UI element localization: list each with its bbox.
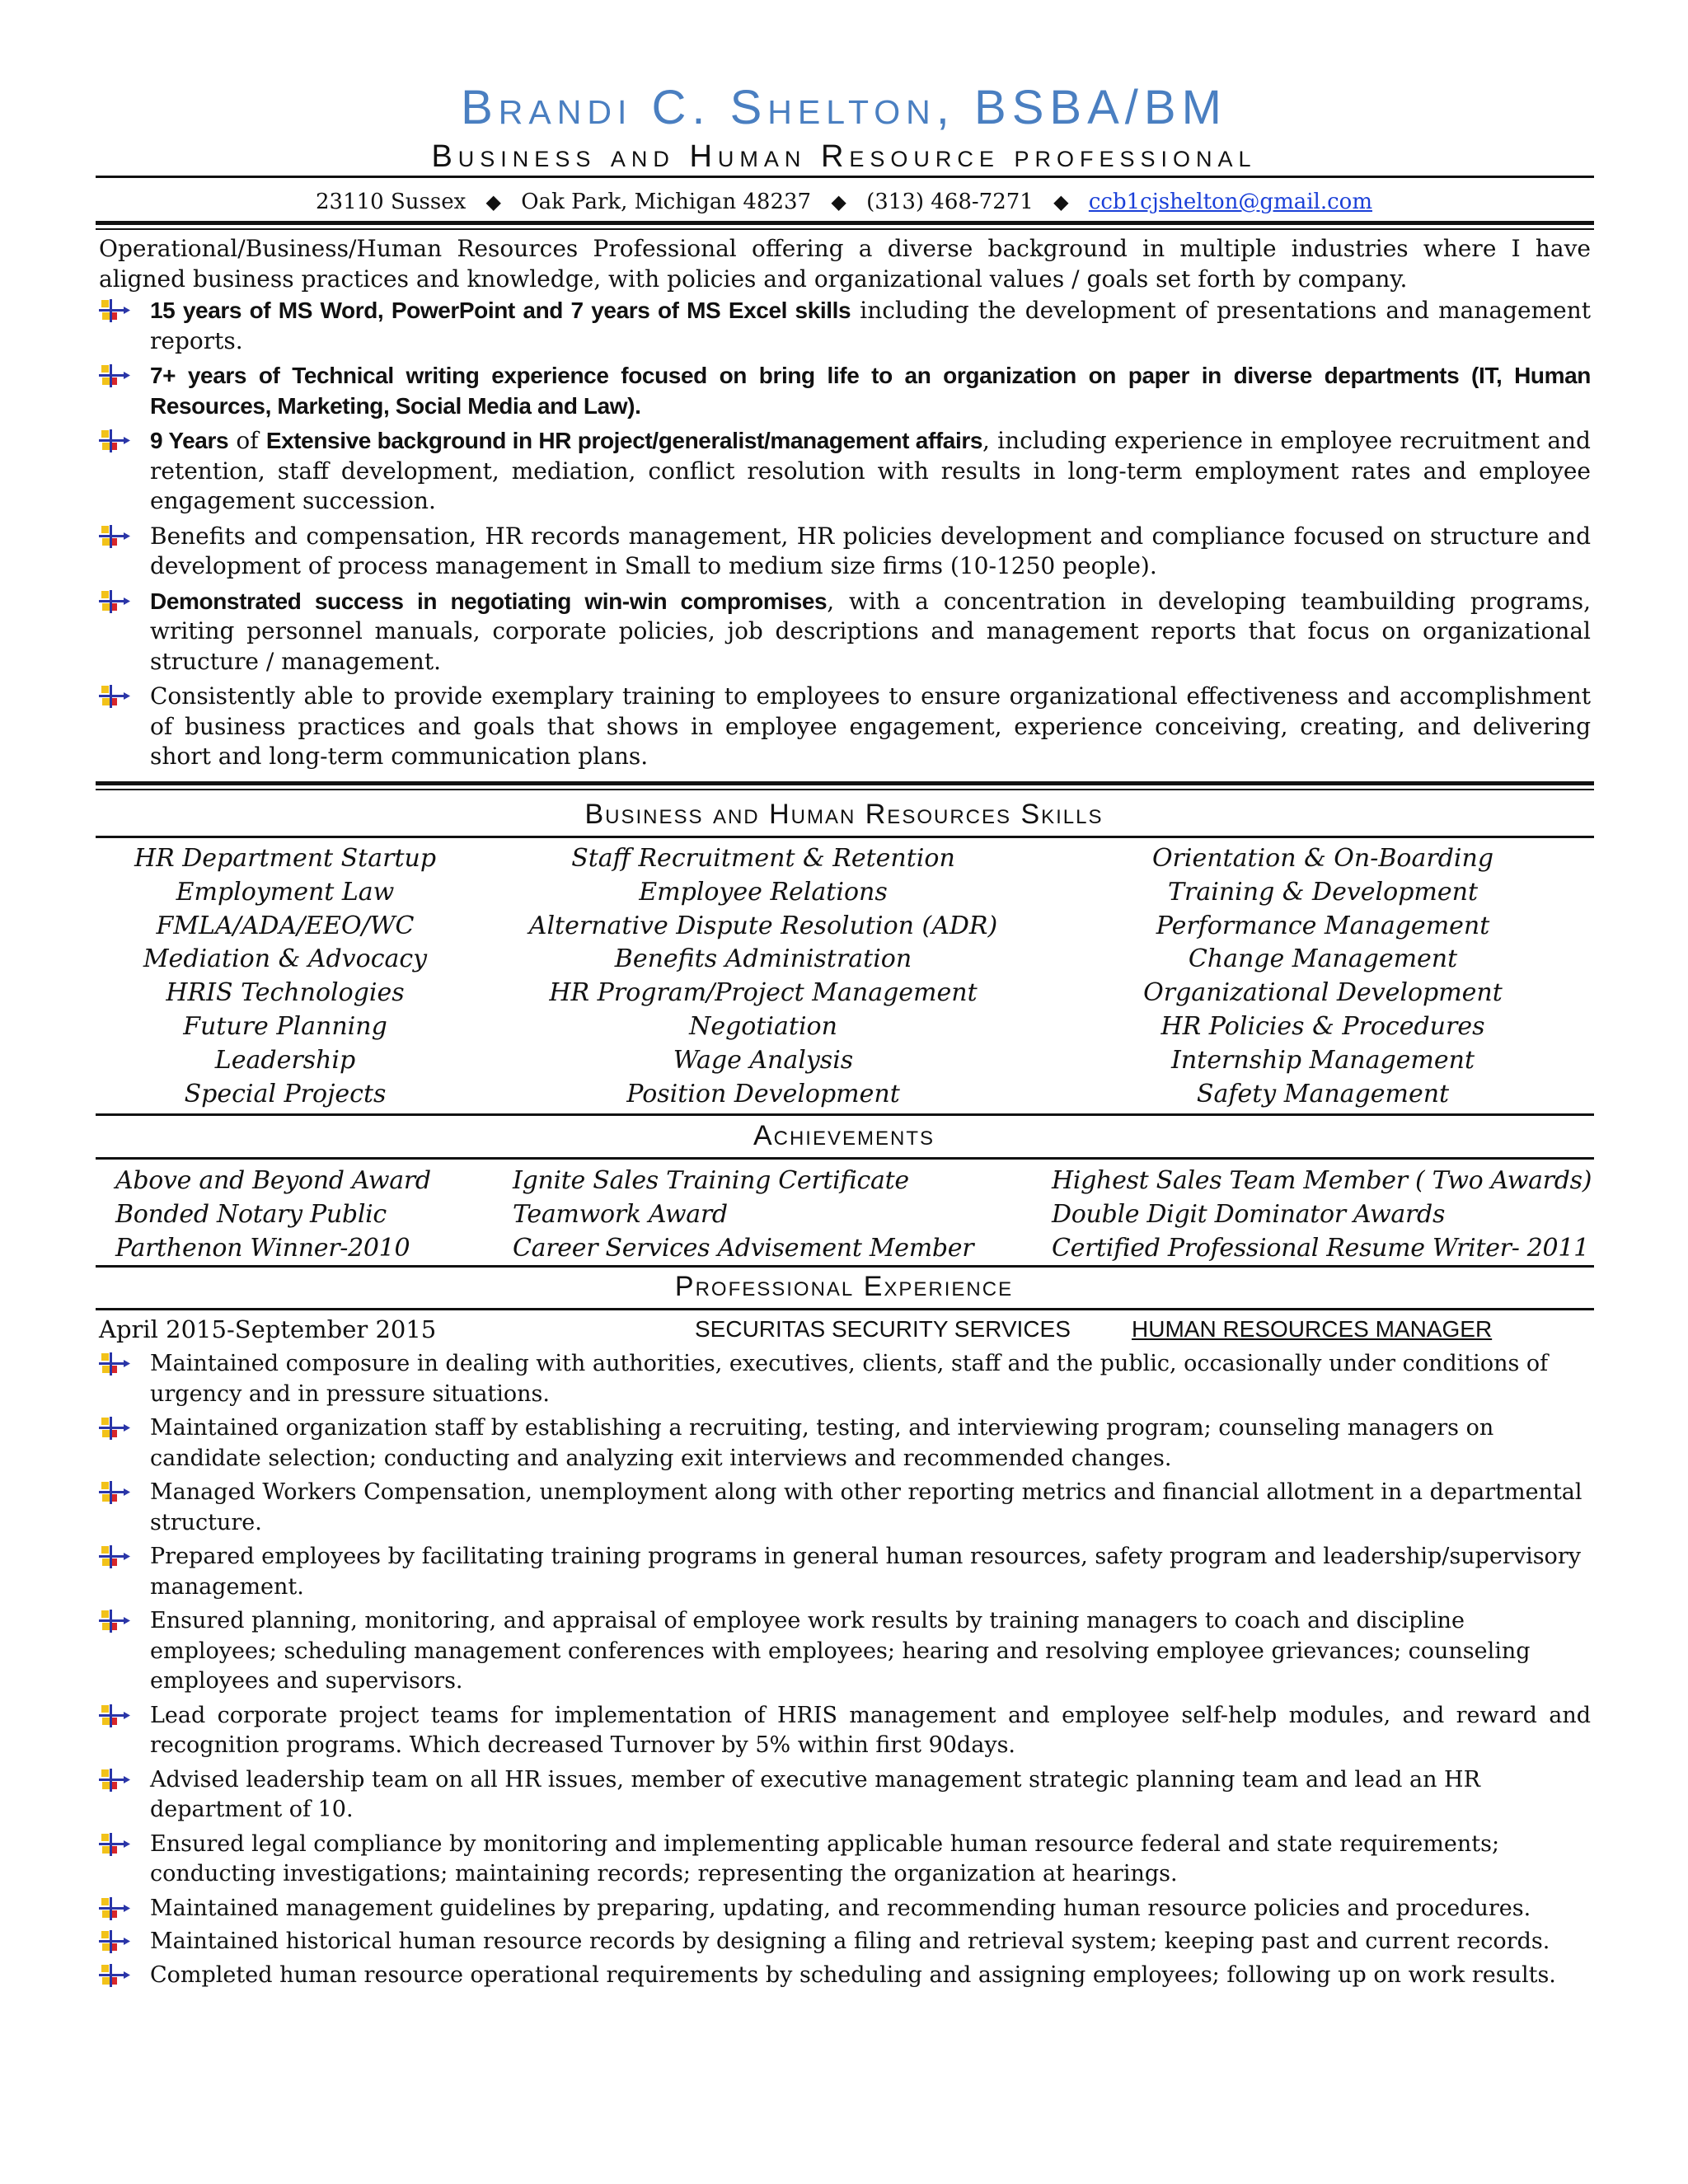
skills-row [96, 943, 1594, 977]
summary-bullet-text: Consistently able to provide exemplary training to employees to ensure organizational effectiveness and accomplishment of business practices and goals that shows in employee engagement, experience conceiving, creating, and delivering short and long-term communication plans. [150, 682, 1591, 770]
skill-item: Internship Management [1170, 1045, 1475, 1075]
bullet-icon [99, 1769, 130, 1792]
achievement-note: ( Two Awards) [1415, 1166, 1592, 1195]
skills-row [96, 1010, 1594, 1044]
skills-row [96, 1078, 1594, 1112]
summary-bullet-list [99, 296, 1591, 772]
job-company: SECURITAS SECURITY SERVICES [695, 1316, 1071, 1342]
job-duty [99, 1701, 1591, 1761]
summary-bullet-text: , including experience in employee recruitment and retention, staff development, mediation, conflict resolution with results in long-term employment rates and employee engagement succession. [150, 427, 1591, 514]
job-duty [99, 1927, 1591, 1957]
job-duty-text: Ensured legal compliance by monitoring and implementing applicable human resource federal and state requirements; conducting investigations; maintaining records; representing the organization at hearings. [150, 1830, 1500, 1886]
achievement-item-with-note [1052, 1164, 1592, 1197]
summary-bullet-text: Benefits and compensation, HR records management, HR policies development and compliance focused on structure and development of process management in Small to medium size firms (10-1250 people). [150, 522, 1591, 579]
job-header [0, 1313, 1688, 1346]
experience-heading-rule [96, 1308, 1594, 1310]
achievement-item: Parthenon Winner-2010 [115, 1234, 410, 1263]
bullet-icon [99, 1352, 130, 1376]
contact-phone: (313) 468-7271 [866, 190, 1034, 214]
skills-row [96, 910, 1594, 944]
contact-email-link[interactable]: ccb1cjshelton@gmail.com [1088, 190, 1372, 214]
skill-item: Performance Management [1156, 911, 1490, 940]
job-duty-text: Advised leadership team on all HR issues, member of executive management strategic planning team and lead an HR department of 10. [150, 1766, 1480, 1822]
bullet-icon [99, 364, 130, 387]
summary-intro: Operational/Business/Human Resources Professional offering a diverse background in multiple industries where I have aligned business practices and knowledge, with policies and organizational values / goals set forth by company. [99, 235, 1591, 293]
bullet-icon [99, 1704, 130, 1727]
job-duty-text: Maintained management guidelines by preparing, updating, and recommending human resource policies and procedures. [150, 1895, 1531, 1921]
experience-rule-top [96, 1265, 1594, 1268]
job-role: HUMAN RESOURCES MANAGER [1132, 1316, 1493, 1342]
achievement-item: Double Digit Dominator Awards [1052, 1200, 1446, 1229]
skill-item: Safety Management [1196, 1079, 1450, 1108]
skill-item: Change Management [1188, 944, 1458, 974]
bullet-icon [99, 590, 130, 613]
summary-bullet-bold: 7+ years of Technical writing experience focused on bring life to an organization on paper in diverse departments (IT, Human Resources, Marketing, Social Media and Law). [150, 363, 1591, 419]
summary-bullet-bold: 9 Years [150, 428, 229, 453]
skill-item: HR Program/Project Management [549, 978, 978, 1008]
summary-bullet [99, 361, 1591, 421]
job-duty [99, 1894, 1591, 1924]
job-duty [99, 1830, 1591, 1890]
bullet-icon [99, 1610, 130, 1633]
bullet-icon [99, 299, 130, 322]
diamond-separator-icon: ◆ [485, 190, 502, 213]
summary-bullet-bold: 15 years of MS Word, PowerPoint and 7 years of MS Excel skills [150, 298, 851, 323]
job-duty [99, 1961, 1591, 1991]
contact-line [0, 188, 1688, 216]
diamond-separator-icon: ◆ [831, 190, 846, 213]
skill-item: Orientation & On-Boarding [1151, 844, 1494, 873]
skills-row [96, 977, 1594, 1010]
job-duties-list [99, 1349, 1591, 1990]
bullet-icon [99, 1833, 130, 1856]
achievements-heading-rule [96, 1157, 1594, 1160]
candidate-name: Brandi C. Shelton, BSBA/BM [461, 81, 1227, 134]
skill-item: Training & Development [1168, 877, 1478, 907]
skills-rule-top-a [96, 781, 1594, 785]
contact-city: Oak Park, Michigan 48237 [521, 190, 812, 214]
summary-bullet [99, 296, 1591, 356]
job-duty-text: Maintained organization staff by establishing a recruiting, testing, and interviewing program; counseling managers on candidate selection; conducting and analyzing exit interviews and recommended changes. [150, 1415, 1494, 1471]
bullet-icon [99, 429, 130, 452]
skill-item: Leadership [214, 1045, 356, 1075]
header-rule-top [96, 176, 1594, 178]
achievements-row [96, 1164, 1594, 1197]
summary-bullet [99, 682, 1591, 772]
bullet-icon [99, 685, 130, 708]
achievement-item: Ignite Sales Training Certificate [513, 1166, 909, 1195]
contact-street: 23110 Sussex [316, 190, 467, 214]
bullet-icon [99, 1417, 130, 1440]
skills-row [96, 842, 1594, 876]
skills-grid [96, 842, 1594, 1111]
skills-row [96, 876, 1594, 910]
skills-row [96, 1044, 1594, 1078]
skills-rule-top-b [96, 789, 1594, 790]
job-duty-text: Prepared employees by facilitating training programs in general human resources, safety program and leadership/supervisory management. [150, 1544, 1581, 1600]
summary-bullet-bold: Demonstrated success in negotiating win-win compromises [150, 588, 828, 614]
job-duty-text: Completed human resource operational requirements by scheduling and assigning employees; following up on work results. [150, 1961, 1556, 1988]
achievements-heading: Achievements [753, 1120, 935, 1151]
achievement-item: Above and Beyond Award [115, 1166, 431, 1195]
bullet-icon [99, 1964, 130, 1987]
job-duty [99, 1478, 1591, 1538]
achievement-item: Bonded Notary Public [115, 1200, 387, 1229]
summary-bullet-text: of [228, 427, 266, 454]
skill-item: HRIS Technologies [166, 978, 405, 1008]
skill-item: Employment Law [176, 877, 395, 907]
skill-item: Organizational Development [1143, 978, 1503, 1008]
skill-item: Special Projects [184, 1079, 387, 1108]
achievement-item: Highest Sales Team Member [1052, 1166, 1408, 1195]
header-rule-double-b [96, 228, 1594, 230]
achievement-item: Career Services Advisement Member [513, 1234, 974, 1263]
job-duty-text: Ensured planning, monitoring, and appraisal of employee work results by training managers to coach and discipline employees; scheduling management conferences with employees; hearing and resolving employee grievances; counseling employees and supervisors. [150, 1608, 1531, 1694]
skill-item: Position Development [626, 1079, 900, 1108]
skill-item: FMLA/ADA/EEO/WC [156, 911, 415, 940]
job-duty [99, 1413, 1591, 1474]
summary-bullet-bold: Extensive background in HR project/generalist/management affairs [265, 428, 983, 453]
bullet-icon [99, 1545, 130, 1568]
job-duty-text: Maintained composure in dealing with authorities, executives, clients, staff and the public, occasionally under conditions of urgency and in pressure situations. [150, 1351, 1549, 1407]
skill-item: Alternative Dispute Resolution (ADR) [528, 911, 998, 940]
summary-bullet [99, 587, 1591, 677]
skill-item: Employee Relations [639, 877, 888, 907]
job-duty-text: Managed Workers Compensation, unemployment along with other reporting metrics and financial allotment in a departmental structure. [150, 1479, 1582, 1535]
bullet-icon [99, 1481, 130, 1504]
bullet-icon [99, 1897, 130, 1920]
achievements-row [96, 1231, 1594, 1265]
skill-item: Staff Recruitment & Retention [571, 844, 955, 873]
job-duty [99, 1542, 1591, 1602]
achievements-rule-top [96, 1113, 1594, 1116]
summary-bullet-text: , with a concentration in developing teambuilding programs, writing personnel manuals, corporate policies, job descriptions and management reports that focus on organizational structure / management. [150, 587, 1591, 675]
job-duty [99, 1606, 1591, 1697]
skills-heading-rule [96, 836, 1594, 838]
professional-title: Business and Human Resource professional [431, 139, 1257, 174]
summary-bullet [99, 522, 1591, 582]
achievement-item: Teamwork Award [513, 1200, 728, 1229]
skill-item: HR Policies & Procedures [1160, 1011, 1485, 1041]
skill-item: HR Department Startup [134, 844, 437, 873]
bullet-icon [99, 1930, 130, 1953]
bullet-icon [99, 525, 130, 548]
job-duty [99, 1349, 1591, 1409]
skills-heading: Business and Human Resources Skills [584, 799, 1104, 830]
summary-bullet-text: including the development of presentations and management reports. [150, 297, 1592, 354]
job-duty-text: Lead corporate project teams for implementation of HRIS management and employee self-help modules, and reward and recognition programs. Which decreased Turnover by 5% within first 90days. [150, 1702, 1591, 1758]
header-rule-double-a [96, 221, 1594, 225]
job-duty-text: Maintained historical human resource records by designing a filing and retrieval system; keeping past and current records. [150, 1929, 1550, 1954]
skill-item: Wage Analysis [673, 1045, 854, 1075]
achievement-item: Certified Professional Resume Writer- 2011 [1052, 1234, 1589, 1263]
achievements-grid [96, 1164, 1594, 1265]
skill-item: Benefits Administration [614, 944, 912, 974]
summary-bullet [99, 426, 1591, 517]
experience-heading: Professional Experience [674, 1271, 1014, 1302]
skill-item: Negotiation [689, 1011, 837, 1041]
achievements-row [96, 1197, 1594, 1231]
job-dates: April 2015-September 2015 [99, 1315, 437, 1343]
skill-item: Mediation & Advocacy [143, 944, 428, 974]
skill-item: Future Planning [183, 1011, 387, 1041]
diamond-separator-icon: ◆ [1053, 190, 1069, 213]
job-duty [99, 1765, 1591, 1825]
